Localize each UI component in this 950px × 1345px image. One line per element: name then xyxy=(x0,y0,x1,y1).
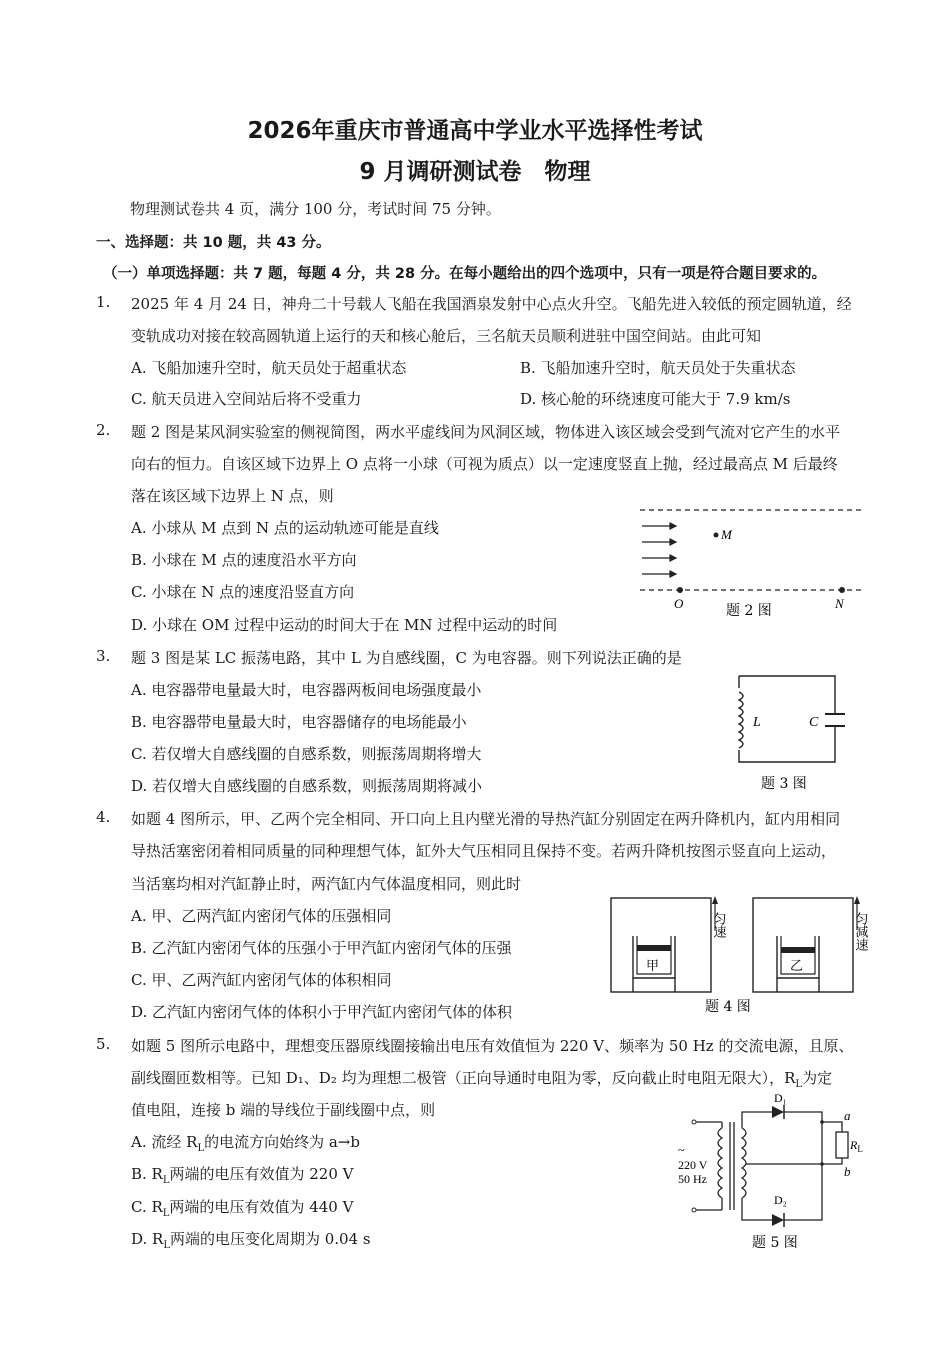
exam-intro: 物理测试卷共 4 页，满分 100 分，考试时间 75 分钟。 xyxy=(130,200,501,218)
option-c: C. 甲、乙两汽缸内密闭气体的体积相同 xyxy=(131,971,392,989)
label-b: b xyxy=(844,1164,851,1179)
option-a: A. 电容器带电量最大时，电容器两板间电场强度最小 xyxy=(131,681,482,699)
section-subheading: （一）单项选择题：共 7 题，每题 4 分，共 28 分。在每小题给出的四个选项中，只有一项是符合题目要求的。 xyxy=(103,266,827,282)
option-a: A. 甲、乙两汽缸内密闭气体的压强相同 xyxy=(131,907,392,925)
label-o: O xyxy=(674,596,684,611)
section-heading: 一、选择题：共 10 题，共 43 分。 xyxy=(96,235,331,251)
figure-caption: 题 3 图 xyxy=(761,776,807,792)
question-stem-line: 如题 4 图所示，甲、乙两个完全相同、开口向上且内壁光滑的导热汽缸分别固定在两升降机内，缸内用相同 xyxy=(131,810,841,828)
question-stem-line: 题 3 图是某 LC 振荡电路，其中 L 为自感线圈，C 为电容器。则下列说法正确的是 xyxy=(131,649,682,667)
question-stem-line: 落在该区域下边界上 N 点，则 xyxy=(131,487,334,505)
label-rl: $R_L$ xyxy=(850,1138,863,1154)
option-c: C. 若仅增大自感线圈的自感系数，则振荡周期将增大 xyxy=(131,745,482,763)
option-d: D. 小球在 OM 过程中运动的时间大于在 MN 过程中运动的时间 xyxy=(131,616,558,634)
figure-lc-circuit xyxy=(725,668,855,796)
figure-caption: 题 2 图 xyxy=(726,603,772,619)
question-stem-line: 副线圈匝数相等。已知 D₁、D₂ 均为理想二极管（正向导通时电阻为零，反向截止时电阻无限大），$R_L$为定 xyxy=(131,1069,833,1090)
option-d: D. 核心舱的环绕速度可能大于 7.9 km/s xyxy=(520,390,791,408)
question-stem-line: 值电阻，连接 b 端的导线位于副线圈中点，则 xyxy=(131,1101,436,1119)
option-b: B. 电容器带电量最大时，电容器储存的电场能最小 xyxy=(131,713,467,731)
question-stem-line: 变轨成功对接在较高圆轨道上运行的天和核心舱后，三名航天员顺利进驻中国空间站。由此可知 xyxy=(131,327,762,345)
figure-cylinders xyxy=(605,890,895,1020)
figure-transformer-circuit xyxy=(672,1092,872,1252)
figure-caption: 题 4 图 xyxy=(705,999,751,1015)
label-n: N xyxy=(835,596,844,611)
figure-caption: 题 5 图 xyxy=(752,1235,798,1251)
option-a: A. 流经 $R_L$的电流方向始终为 a→b xyxy=(131,1133,360,1154)
question-stem-line: 如题 5 图所示电路中，理想变压器原线圈接输出电压有效值恒为 220 V、频率为 50 Hz 的交流电源，且原、 xyxy=(131,1037,854,1055)
question-number: 3. xyxy=(96,647,111,665)
question-stem-line: 向右的恒力。自该区域下边界上 O 点将一小球（可视为质点）以一定速度竖直上抛，经过最高点 M 后最终 xyxy=(131,455,838,473)
option-b: B. 小球在 M 点的速度沿水平方向 xyxy=(131,551,357,569)
question-stem-line: 导热活塞密闭着相同质量的同种理想气体，缸外大气压相同且保持不变。若两升降机按图示竖直向上运动， xyxy=(131,842,837,860)
option-c: C. $R_L$两端的电压有效值为 440 V xyxy=(131,1198,354,1219)
figure-wind-tunnel xyxy=(630,498,870,623)
exam-title: 2026年重庆市普通高中学业水平选择性考试 xyxy=(247,118,703,144)
label-d1: D₁ xyxy=(774,1092,787,1105)
motion-right: 匀减速 xyxy=(852,912,868,951)
option-c: C. 小球在 N 点的速度沿竖直方向 xyxy=(131,583,355,601)
exam-subtitle: 9 月调研测试卷 物理 xyxy=(359,159,591,185)
source-frequency: 50 Hz xyxy=(678,1172,707,1186)
question-number: 1. xyxy=(96,293,111,311)
label-a: a xyxy=(844,1108,851,1123)
question-number: 4. xyxy=(96,808,111,826)
label-jia: 甲 xyxy=(646,959,660,974)
option-c: C. 航天员进入空间站后将不受重力 xyxy=(131,390,362,408)
question-stem-line: 2025 年 4 月 24 日，神舟二十号载人飞船在我国酒泉发射中心点火升空。飞船先进入较低的预定圆轨道，经 xyxy=(131,295,852,313)
option-a: A. 飞船加速升空时，航天员处于超重状态 xyxy=(131,359,407,377)
option-d: D. $R_L$两端的电压变化周期为 0.04 s xyxy=(131,1230,371,1251)
motion-left: 匀速 xyxy=(710,912,726,938)
label-yi: 乙 xyxy=(790,959,804,974)
label-c: C xyxy=(809,715,819,730)
option-b: B. $R_L$两端的电压有效值为 220 V xyxy=(131,1165,354,1186)
option-a: A. 小球从 M 点到 N 点的运动轨迹可能是直线 xyxy=(131,519,439,537)
option-d: D. 若仅增大自感线圈的自感系数，则振荡周期将减小 xyxy=(131,777,483,795)
option-d: D. 乙汽缸内密闭气体的体积小于甲汽缸内密闭气体的体积 xyxy=(131,1003,513,1021)
source-voltage: 220 V xyxy=(678,1158,708,1172)
option-b: B. 乙汽缸内密闭气体的压强小于甲汽缸内密闭气体的压强 xyxy=(131,939,512,957)
option-b: B. 飞船加速升空时，航天员处于失重状态 xyxy=(520,359,796,377)
label-l: L xyxy=(753,715,761,730)
label-d2: D₂ xyxy=(774,1193,787,1207)
label-m: M xyxy=(721,527,732,542)
source-symbol: ~ xyxy=(678,1143,685,1157)
question-number: 5. xyxy=(96,1035,111,1053)
question-stem-line: 题 2 图是某风洞实验室的侧视简图，两水平虚线间为风洞区域，物体进入该区域会受到气流对它产生的水平 xyxy=(131,423,841,441)
question-number: 2. xyxy=(96,421,111,439)
question-stem-line: 当活塞均相对汽缸静止时，两汽缸内气体温度相同，则此时 xyxy=(131,875,522,893)
